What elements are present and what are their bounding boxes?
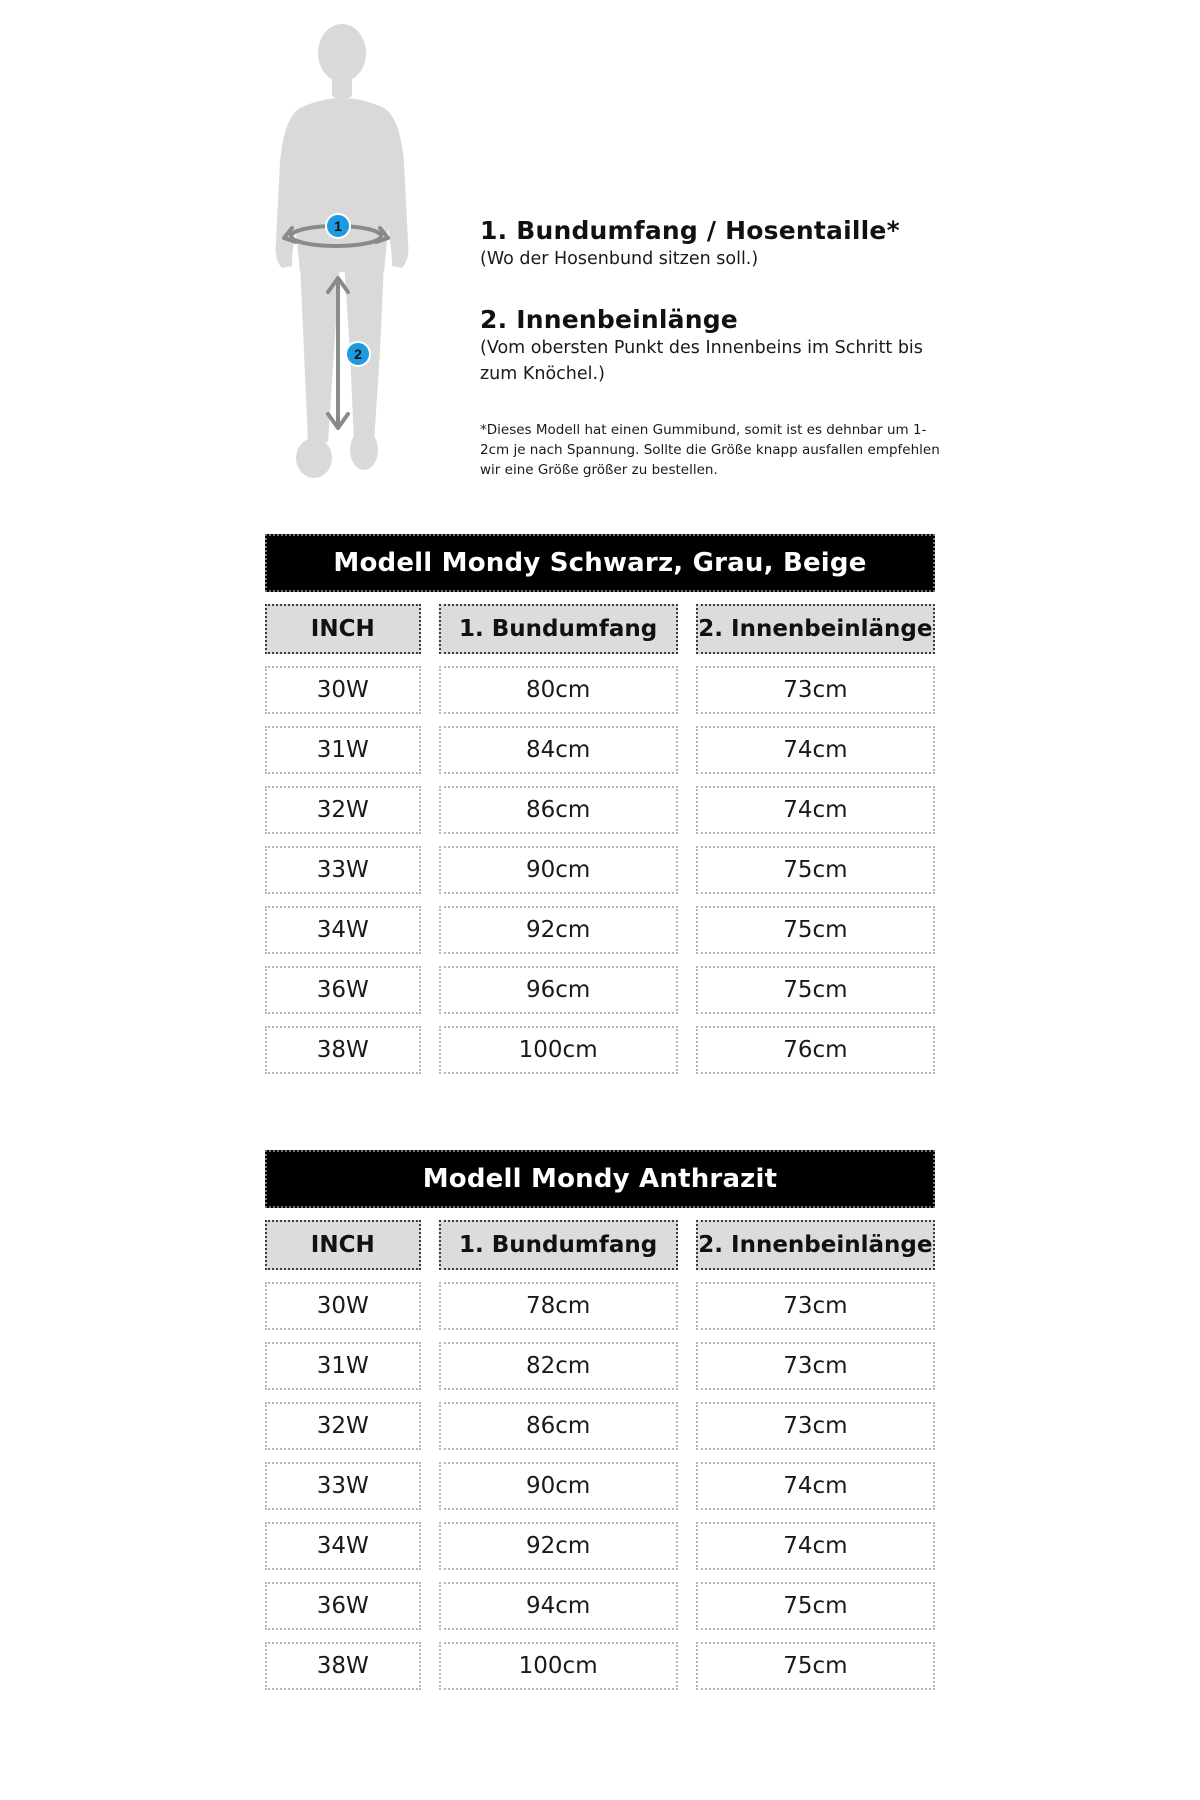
- cell-bundumfang: 92cm: [439, 906, 678, 954]
- cell-bundumfang: 86cm: [439, 1402, 678, 1450]
- badge-1: [326, 214, 350, 238]
- table-row: [265, 786, 935, 834]
- header-innenbeinlaenge: 2. Innenbeinlänge: [696, 604, 935, 654]
- header-bundumfang: 1. Bundumfang: [439, 604, 678, 654]
- cell-innenbeinlaenge: 74cm: [696, 1522, 935, 1570]
- cell-innenbeinlaenge: 74cm: [696, 786, 935, 834]
- cell-innenbeinlaenge: 75cm: [696, 846, 935, 894]
- cell-bundumfang: 90cm: [439, 846, 678, 894]
- cell-innenbeinlaenge: 74cm: [696, 726, 935, 774]
- cell-bundumfang: 84cm: [439, 726, 678, 774]
- cell-inch: 34W: [265, 906, 421, 954]
- cell-innenbeinlaenge: 73cm: [696, 666, 935, 714]
- svg-text:1: 1: [334, 218, 342, 234]
- table-row: [265, 1282, 935, 1330]
- table-row: [265, 966, 935, 1014]
- table-row: [265, 1342, 935, 1390]
- measure-inseam-title: 2. Innenbeinlänge: [480, 305, 738, 334]
- cell-inch: 32W: [265, 786, 421, 834]
- table-title: Modell Mondy Anthrazit: [265, 1150, 935, 1208]
- cell-bundumfang: 80cm: [439, 666, 678, 714]
- cell-inch: 32W: [265, 1402, 421, 1450]
- measurement-figure: [262, 22, 422, 482]
- cell-inch: 33W: [265, 1462, 421, 1510]
- cell-innenbeinlaenge: 73cm: [696, 1342, 935, 1390]
- measure-inseam-subtitle: (Vom obersten Punkt des Innenbeins im Schritt bis zum Knöchel.): [480, 338, 923, 384]
- cell-inch: 38W: [265, 1642, 421, 1690]
- header-inch: INCH: [265, 604, 421, 654]
- header-innenbeinlaenge: 2. Innenbeinlänge: [696, 1220, 935, 1270]
- table-header-row: [265, 1220, 935, 1270]
- cell-inch: 36W: [265, 1582, 421, 1630]
- table-row: [265, 1642, 935, 1690]
- cell-innenbeinlaenge: 75cm: [696, 906, 935, 954]
- badge-2: [346, 342, 370, 366]
- cell-bundumfang: 100cm: [439, 1026, 678, 1074]
- header-inch: INCH: [265, 1220, 421, 1270]
- cell-innenbeinlaenge: 75cm: [696, 966, 935, 1014]
- table-row: [265, 666, 935, 714]
- table-row: [265, 1582, 935, 1630]
- measure-waist: [480, 216, 950, 272]
- cell-inch: 30W: [265, 666, 421, 714]
- size-table-schwarz-grau-beige: [265, 534, 935, 1074]
- cell-bundumfang: 96cm: [439, 966, 678, 1014]
- cell-inch: 33W: [265, 846, 421, 894]
- header-bundumfang: 1. Bundumfang: [439, 1220, 678, 1270]
- table-header-row: [265, 604, 935, 654]
- table-row: [265, 1026, 935, 1074]
- svg-text:2: 2: [354, 346, 362, 362]
- cell-bundumfang: 100cm: [439, 1642, 678, 1690]
- cell-innenbeinlaenge: 76cm: [696, 1026, 935, 1074]
- table-row: [265, 1462, 935, 1510]
- cell-inch: 38W: [265, 1026, 421, 1074]
- cell-innenbeinlaenge: 75cm: [696, 1582, 935, 1630]
- cell-bundumfang: 92cm: [439, 1522, 678, 1570]
- cell-inch: 34W: [265, 1522, 421, 1570]
- cell-bundumfang: 86cm: [439, 786, 678, 834]
- cell-innenbeinlaenge: 75cm: [696, 1642, 935, 1690]
- table-title: Modell Mondy Schwarz, Grau, Beige: [265, 534, 935, 592]
- cell-inch: 30W: [265, 1282, 421, 1330]
- elastic-waistband-note: *Dieses Modell hat einen Gummibund, somit ist es dehnbar um 1-2cm je nach Spannung. Sollte die Größe knapp ausfallen empfehlen wir eine Größe größer zu bestellen.: [480, 422, 940, 478]
- cell-bundumfang: 82cm: [439, 1342, 678, 1390]
- cell-inch: 36W: [265, 966, 421, 1014]
- measure-inseam: [480, 305, 950, 387]
- cell-innenbeinlaenge: 74cm: [696, 1462, 935, 1510]
- table-row: [265, 1402, 935, 1450]
- table-row: [265, 726, 935, 774]
- table-row: [265, 906, 935, 954]
- table-row: [265, 1522, 935, 1570]
- person-silhouette-icon: [262, 22, 422, 482]
- cell-inch: 31W: [265, 726, 421, 774]
- cell-inch: 31W: [265, 1342, 421, 1390]
- cell-bundumfang: 90cm: [439, 1462, 678, 1510]
- cell-innenbeinlaenge: 73cm: [696, 1402, 935, 1450]
- measure-waist-subtitle: (Wo der Hosenbund sitzen soll.): [480, 249, 759, 269]
- cell-bundumfang: 94cm: [439, 1582, 678, 1630]
- size-table-anthrazit: [265, 1150, 935, 1690]
- cell-bundumfang: 78cm: [439, 1282, 678, 1330]
- cell-innenbeinlaenge: 73cm: [696, 1282, 935, 1330]
- table-row: [265, 846, 935, 894]
- measure-waist-title: 1. Bundumfang / Hosentaille*: [480, 216, 900, 245]
